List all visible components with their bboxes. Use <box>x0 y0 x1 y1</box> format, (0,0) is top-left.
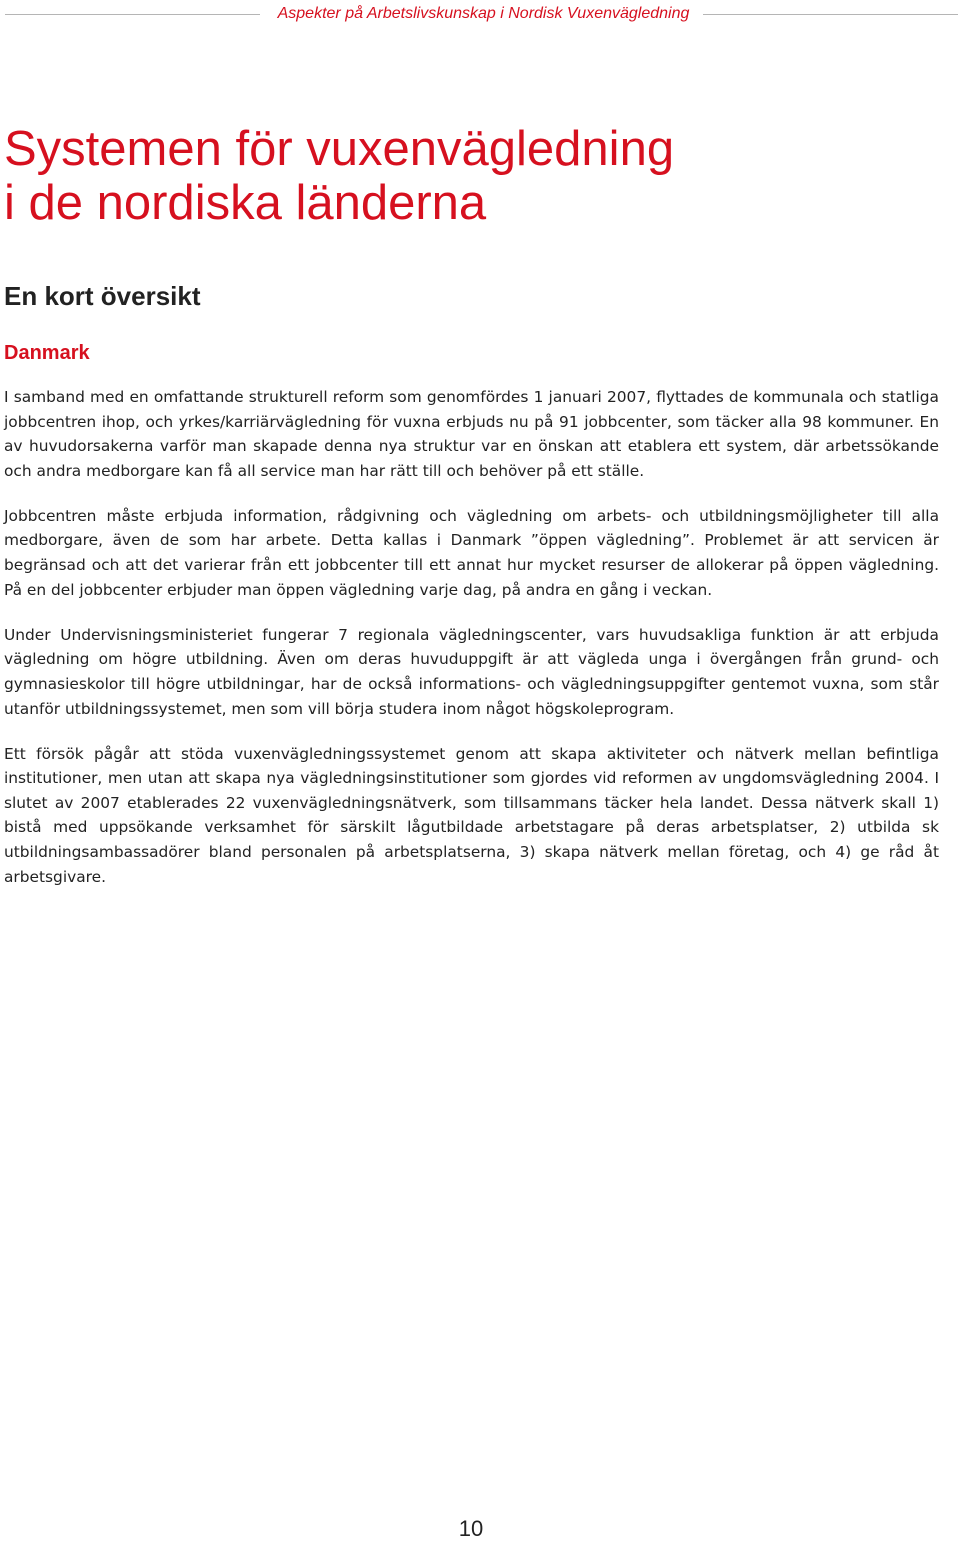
paragraph-2: Jobbcentren måste erbjuda information, rådgivning och vägledning om arbets- och utbildningsmöjligheter till alla medborgare, även de som har arbete. Detta kallas i Danmark ”öppen vägledning”. Problemet är att servicen är begränsad och att det varierar från ett jobbcenter till ett annat hur mycket resurser de allokerar på öppen vägledning. På en del jobbcenter erbjuder man öppen vägledning varje dag, på andra en gång i veckan. <box>4 506 939 599</box>
header-rule-right <box>703 14 958 15</box>
body-text <box>4 385 939 910</box>
paragraph-1: I samband med en omfattande strukturell reform som genomfördes 1 januari 2007, flyttades de kommunala och statliga jobbcentren ihop, och yrkes/karriärvägledning för vuxna erbjuds nu på 91 jobbcenter, som täcker alla 98 kommuner. En av huvudorsakerna varför man skapade denna nya struktur var en önskan att etablera ett system, där arbetssökande och andra medborgare kan få all service man har rätt till och behöver på ett ställe. <box>4 388 939 480</box>
paragraph-3: Under Undervisningsministeriet fungerar 7 regionala vägledningscenter, vars huvudsakliga funktion är att erbjuda vägledning om högre utbildning. Även om deras huvuduppgift är att vägleda unga i övergången från grund- och gymnasieskolor till högre utbildningar, har de också informations- och vägledningsuppgifter gentemot vuxna, som står utanför utbildningssystemet, men som vill börja studera inom något högskoleprogram. <box>4 625 939 718</box>
page-title-line-1: Systemen för vuxenvägledning <box>4 122 675 176</box>
page-title <box>4 122 674 230</box>
page-number: 10 <box>458 1516 484 1541</box>
page-title-line-2: i de nordiska länderna <box>4 176 487 230</box>
running-title: Aspekter på Arbetslivskunskap i Nordisk Vuxenvägledning <box>277 5 690 22</box>
running-header <box>0 2 960 26</box>
header-rule-left <box>5 14 260 15</box>
paragraph-4: Ett försök pågår att stöda vuxenvägledningssystemet genom att skapa aktiviteter och nätverk mellan befintliga institutioner, men utan att skapa nya vägledningsinstitutioner som gjordes vid reformen av ungdomsvägledning 2004. I slutet av 2007 etablerades 22 vuxenvägledningsnätverk, som tillsammans täcker hela landet. Dessa nätverk skall 1) bistå med uppsökande verksamhet för särskilt lågutbildade arbetstagare på deras arbetsplatser, 2) utbilda sk utbildningsambassadörer bland personalen på arbetsplatserna, 3) skapa nätverk mellan företag, och 4) ge råd åt arbetsgivare. <box>4 744 939 886</box>
section-heading-danmark: Danmark <box>4 342 90 364</box>
page-subtitle: En kort översikt <box>4 281 201 311</box>
